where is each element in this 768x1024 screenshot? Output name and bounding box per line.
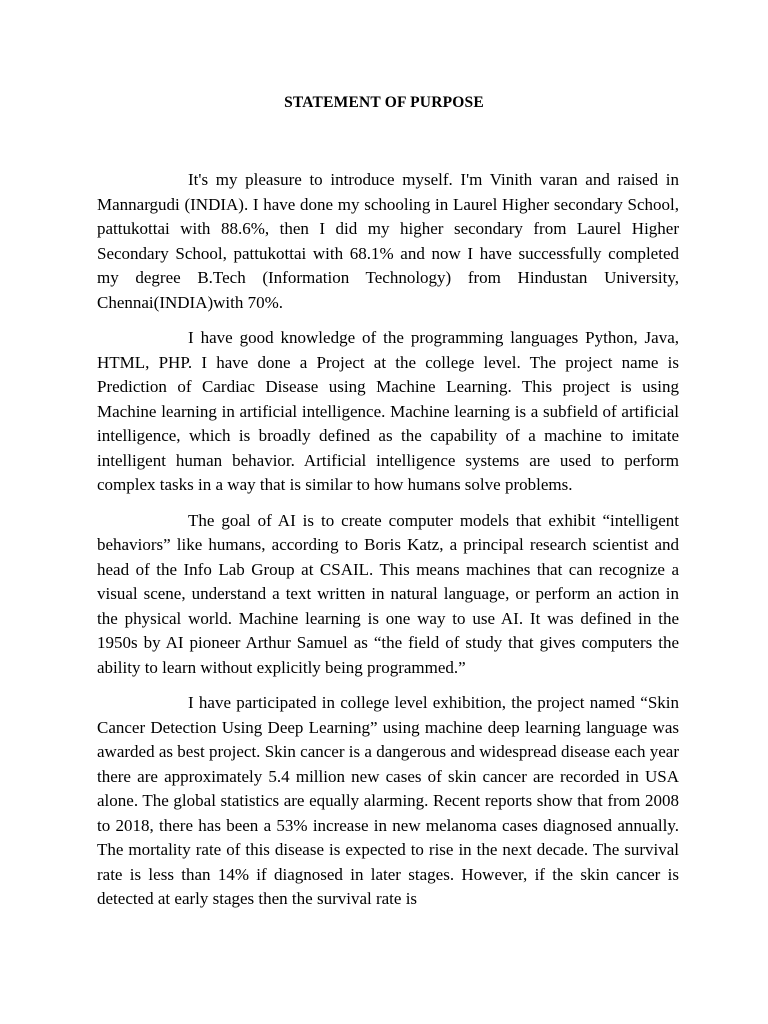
paragraph-ai-goal: The goal of AI is to create computer models that exhibit “intelligent behaviors” like humans, according to Boris Katz, a principal research scientist and head of the Info Lab Group at CSAIL. This means machines that can recognize a visual scene, understand a text written in natural language, or perform an action in the physical world. Machine learning is one way to use AI. It was defined in the 1950s by AI pioneer Arthur Samuel as “the field of study that gives computers the ability to learn without explicitly being programmed.”	[97, 510, 679, 677]
paragraph-exhibition-project: I have participated in college level exhibition, the project named “Skin Cancer Detection Using Deep Learning” using machine deep learning language was awarded as best project. Skin cancer is a dangerous and widespread disease each year there are approximately 5.4 million new cases of skin cancer are recorded in USA alone. The global statistics are equally alarming. Recent reports show that from 2008 to 2018, there has been a 53% increase in new melanoma cases diagnosed annually. The mortality rate of this disease is expected to rise in the next decade. The survival rate is less than 14% if diagnosed in later stages. However, if the skin cancer is detected at early stages then the survival rate is	[97, 693, 679, 908]
document-body	[97, 168, 679, 923]
document-title: STATEMENT OF PURPOSE	[284, 94, 484, 111]
paragraph-introduction: It's my pleasure to introduce myself. I'm Vinith varan and raised in Mannargudi (INDIA). I have done my schooling in Laurel Higher secondary School, pattukottai with 88.6%, then I did my higher secondary from Laurel Higher Secondary School, pattukottai with 68.1% and now I have successfully completed my degree B.Tech (Information Technology) from Hindustan University, Chennai(INDIA)with 70%.	[97, 170, 679, 312]
paragraph-programming-skills: I have good knowledge of the programming languages Python, Java, HTML, PHP. I have done a Project at the college level. The project name is Prediction of Cardiac Disease using Machine Learning. This project is using Machine learning in artificial intelligence. Machine learning is a subfield of artificial intelligence, which is broadly defined as the capability of a machine to imitate intelligent human behavior. Artificial intelligence systems are used to perform complex tasks in a way that is similar to how humans solve problems.	[97, 328, 679, 494]
